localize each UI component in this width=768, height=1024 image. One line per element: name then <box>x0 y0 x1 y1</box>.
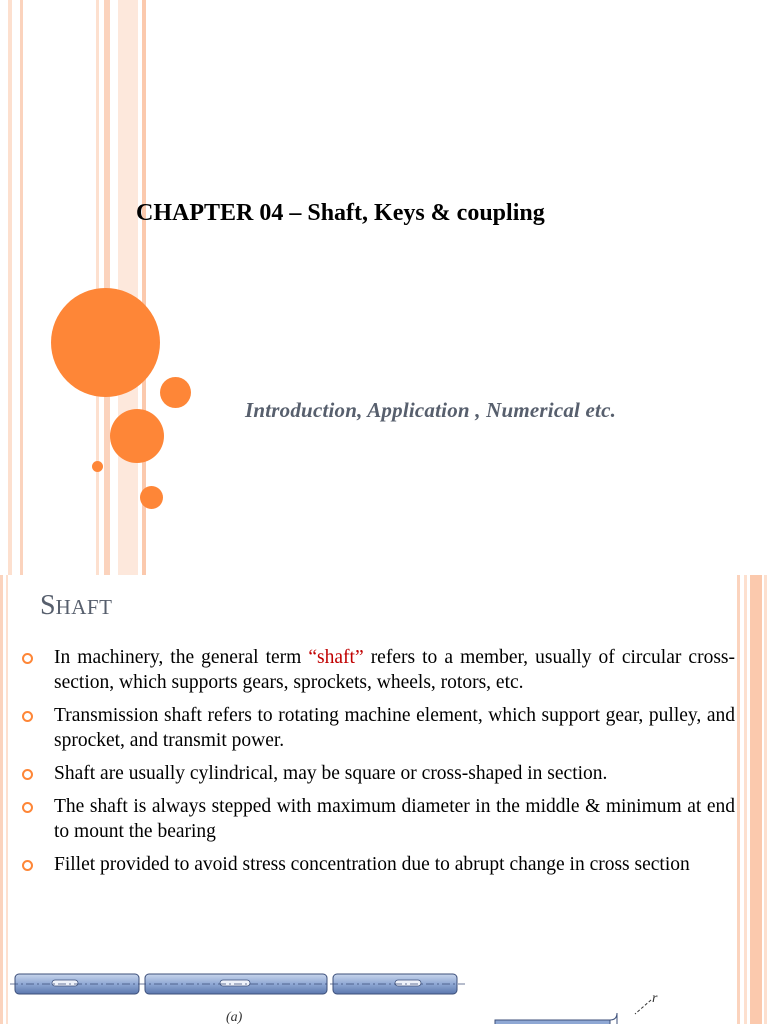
slide-title <box>40 590 112 622</box>
shaft-figure <box>10 970 465 1024</box>
fillet-curve <box>610 1013 617 1024</box>
figure-label-r: r <box>652 991 658 1006</box>
left-stripes <box>0 575 10 1024</box>
bullet-highlight: “shaft” <box>308 647 364 668</box>
bullet-icon <box>22 860 33 871</box>
decorative-circle-small-2 <box>140 486 163 509</box>
figure-label-a: (a) <box>226 1010 243 1024</box>
decorative-circle-large <box>51 288 160 397</box>
bullet-icon <box>22 802 33 813</box>
bullet-text: In machinery, the general term <box>54 647 309 668</box>
right-stripes <box>735 575 768 1024</box>
title-rest: HAFT <box>55 595 113 619</box>
bullet-text-end: refers to a member, usually of circular cross-section, which supports gears, sprockets, wheels, rotors, etc. <box>54 647 735 693</box>
list-item <box>22 645 735 695</box>
list-item <box>22 852 735 877</box>
bullet-icon <box>22 711 33 722</box>
bullet-icon <box>22 653 33 664</box>
list-item <box>22 794 735 844</box>
fillet-figure <box>465 980 735 1024</box>
chapter-subtitle: Introduction, Application , Numerical etc. <box>245 398 617 422</box>
bullet-icon <box>22 769 33 780</box>
shaft-slide <box>0 575 768 1024</box>
decorative-stripes <box>0 0 150 575</box>
list-item <box>22 703 735 753</box>
bullet-text: The shaft is always stepped with maximum diameter in the middle & minimum at end to mount the bearing <box>54 796 735 842</box>
bullet-text: Shaft are usually cylindrical, may be square or cross-shaped in section. <box>54 763 608 784</box>
decorative-circle-medium <box>110 409 164 463</box>
chapter-title: CHAPTER 04 – Shaft, Keys & coupling <box>136 200 545 226</box>
decorative-circle-tiny <box>92 461 103 472</box>
bullet-text: Fillet provided to avoid stress concentration due to abrupt change in cross section <box>54 854 690 875</box>
bullet-list <box>22 645 735 885</box>
fillet-shaft-part <box>495 1020 610 1024</box>
decorative-circle-small <box>160 377 191 408</box>
bullet-text: Transmission shaft refers to rotating machine element, which support gear, pulley, and sprocket, and transmit power. <box>54 705 735 751</box>
title-initial: S <box>40 590 56 621</box>
list-item <box>22 761 735 786</box>
radius-pointer <box>635 1000 651 1014</box>
